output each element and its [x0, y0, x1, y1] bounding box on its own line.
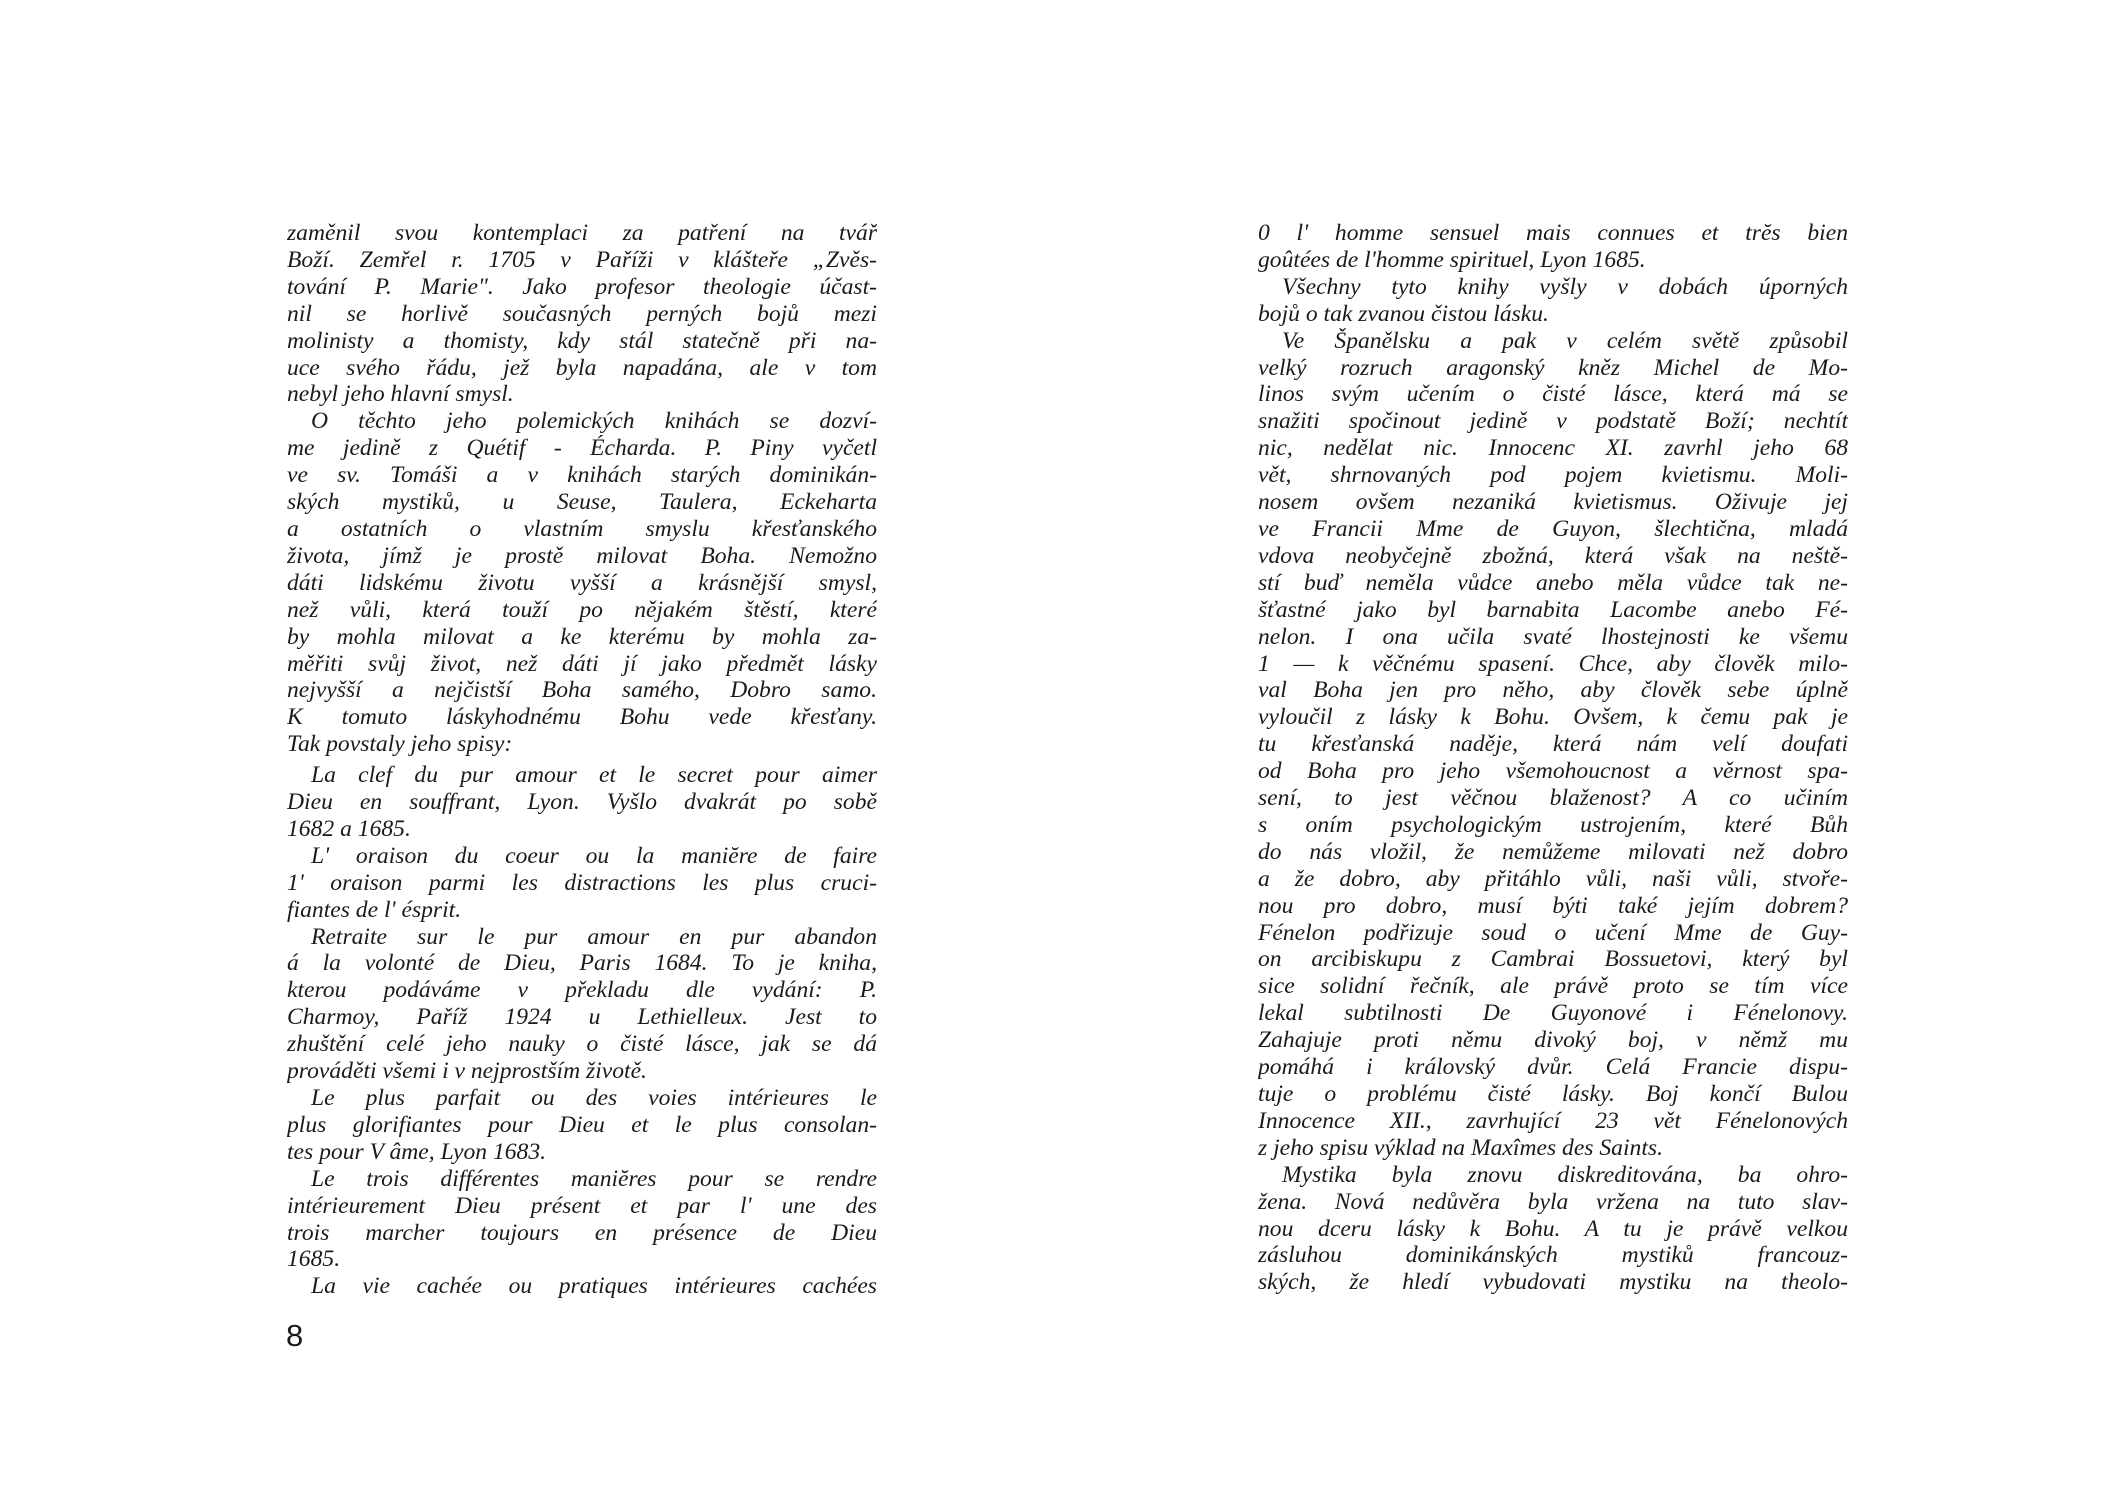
text-line: me jedině z Quétif - Écharda. P. Piny vyčetl: [287, 435, 877, 462]
text-line: sení, to jest věčnou blaženost? A co učiním: [1258, 785, 1848, 812]
text-line: Charmoy, Paříž 1924 u Lethielleux. Jest to: [287, 1004, 877, 1031]
text-line: zásluhou dominikánských mystiků francouz-: [1258, 1242, 1848, 1269]
text-line: nosem ovšem nezaniká kvietismus. Oživuje jej: [1258, 489, 1848, 516]
text-line: zaměnil svou kontemplaci za patření na tvář: [287, 220, 877, 246]
text-line: kterou podáváme v překladu dle vydání: P.: [287, 977, 877, 1004]
text-line: vdova neobyčejně zbožná, která však na neště-: [1258, 542, 1848, 569]
text-line: nou pro dobro, musí býti také jejím dobrem?: [1258, 892, 1848, 919]
text-line: Všechny tyto knihy vyšly v dobách úporných: [1282, 273, 1848, 300]
text-line: 1682 a 1685.: [287, 815, 411, 842]
text-line: 1' oraison parmi les distractions les plus cruci-: [287, 869, 877, 896]
text-line: života, jímž je prostě milovat Boha. Nemožno: [287, 542, 877, 569]
text-line: Innocence XII., zavrhující 23 vět Fénelonových: [1258, 1107, 1848, 1134]
text-line: a ostatních o vlastním smyslu křesťanského: [287, 515, 877, 542]
text-line: vět, shrnovaných pod pojem kvietismu. Moli-: [1258, 462, 1848, 489]
text-line: ských mystiků, u Seuse, Taulera, Eckeharta: [287, 489, 877, 516]
text-line: sice solidní řečník, ale právě proto se tím více: [1258, 973, 1848, 1000]
right-page-text-column: [1258, 220, 1848, 1296]
text-line: Ve Španělsku a pak v celém světě způsobil: [1282, 327, 1848, 354]
text-line: zhuštění celé jeho nauky o čisté lásce, jak se dá: [287, 1031, 877, 1058]
text-line: ve sv. Tomáši a v knihách starých dominikán-: [287, 462, 877, 489]
text-line: a že dobro, aby přitáhlo vůli, naši vůli, stvoře-: [1258, 865, 1848, 892]
text-line: tuje o problému čisté lásky. Boj končí Bulou: [1258, 1081, 1848, 1107]
text-line: uce svého řádu, jež byla napadána, ale v tom: [287, 354, 877, 381]
text-line: nejvyšší a nejčistší Boha samého, Dobro samo.: [287, 677, 877, 704]
text-line: molinisty a thomisty, kdy stál statečně při na-: [287, 327, 877, 354]
text-line: on arcibiskupu z Cambrai Bossuetovi, který byl: [1258, 946, 1848, 973]
text-line: nelon. I ona učila svaté lhostejnosti ke všemu: [1258, 623, 1848, 650]
text-line: do nás vložil, že nemůžeme milovati než dobro: [1258, 838, 1848, 865]
text-line: Retraite sur le pur amour en pur abandon: [311, 923, 877, 950]
text-line: 0 l' homme sensuel mais connues et trĕs bien: [1258, 220, 1848, 246]
text-line: Le trois différentes maniĕres pour se rendre: [311, 1165, 877, 1192]
text-line: Fénelon podřizuje soud o učení Mme de Guy-: [1258, 919, 1848, 946]
text-line: pomáhá i královský dvůr. Celá Francie dispu-: [1258, 1054, 1848, 1081]
text-line: Dieu en souffrant, Lyon. Vyšlo dvakrát po sobě: [287, 789, 877, 816]
page-number: 8: [286, 1318, 304, 1353]
text-line: val Boha jen pro něho, aby člověk sebe úplně: [1258, 677, 1848, 704]
text-line: od Boha pro jeho všemohoucnost a věrnost spa-: [1258, 758, 1848, 785]
text-line: nou dceru lásky k Bohu. A tu je právě velkou: [1258, 1215, 1848, 1242]
text-line: stí buď neměla vůdce anebo měla vůdce tak ne-: [1258, 569, 1848, 596]
text-line: linos svým učením o čisté lásce, která má se: [1258, 381, 1848, 408]
text-line: La vie cachée ou pratiques intérieures cachées: [311, 1273, 877, 1300]
text-line: á la volonté de Dieu, Paris 1684. To je kniha,: [287, 950, 877, 977]
text-line: nil se horlivě současných perných bojů mezi: [287, 300, 877, 327]
text-line: z jeho spisu výklad na Maxîmes des Saints.: [1258, 1134, 1663, 1161]
text-line: tování P. Marie". Jako profesor theologie účast-: [287, 273, 877, 300]
text-line: plus glorifiantes pour Dieu et le plus consolan-: [287, 1111, 877, 1138]
text-line: velký rozruch aragonský kněz Michel de Mo-: [1258, 354, 1848, 381]
text-line: ve Francii Mme de Guyon, šlechtična, mladá: [1258, 515, 1848, 542]
text-line: měřiti svůj život, než dáti jí jako předmět lásky: [287, 650, 877, 677]
text-line: Mystika byla znovu diskreditována, ba ohro-: [1282, 1161, 1848, 1188]
text-line: by mohla milovat a ke kterému by mohla za-: [287, 623, 877, 650]
text-line: nic, nedělat nic. Innocenc XI. zavrhl jeho 68: [1258, 435, 1848, 462]
text-line: bojů o tak zvanou čistou lásku.: [1258, 300, 1549, 327]
text-line: intérieurement Dieu présent et par l' une des: [287, 1192, 877, 1219]
text-line: La clef du pur amour et le secret pour aimer: [311, 762, 877, 789]
text-line: Boží. Zemřel r. 1705 v Paříži v klášteře „Zvěs-: [287, 246, 877, 273]
text-line: Zahajuje proti němu divoký boj, v němž mu: [1258, 1027, 1848, 1054]
text-line: s oním psychologickým ustrojením, které Bůh: [1258, 811, 1848, 838]
text-line: žena. Nová nedůvěra byla vržena na tuto slav-: [1258, 1188, 1848, 1215]
text-line: tu křesťanská naděje, která nám velí doufati: [1258, 731, 1848, 758]
text-line: goûtées de l'homme spirituel, Lyon 1685.: [1258, 246, 1646, 273]
text-line: 1685.: [287, 1246, 341, 1273]
text-line: dáti lidskému životu vyšší a krásnější smysl,: [287, 569, 877, 596]
text-line: ských, že hledí vybudovati mystiku na theolo-: [1258, 1269, 1848, 1296]
text-line: než vůli, která touží po nějakém štěstí, které: [287, 596, 877, 623]
text-line: fiantes de l' ésprit.: [287, 896, 462, 923]
text-line: trois marcher toujours en présence de Dieu: [287, 1219, 877, 1246]
text-line: šťastné jako byl barnabita Lacombe anebo Fé-: [1258, 596, 1848, 623]
text-line: vyloučil z lásky k Bohu. Ovšem, k čemu pak je: [1258, 704, 1848, 731]
text-line: L' oraison du coeur ou la maniĕre de faire: [311, 842, 877, 869]
text-line: nebyl jeho hlavní smysl.: [287, 381, 514, 408]
text-line: Tak povstaly jeho spisy:: [287, 731, 513, 758]
text-line: lekal subtilnosti De Guyonové i Fénelonovy.: [1258, 1000, 1848, 1027]
text-line: Le plus parfait ou des voies intérieures le: [311, 1085, 877, 1111]
text-line: 1 — k věčnému spasení. Chce, aby člověk milo-: [1258, 650, 1848, 677]
text-line: K tomuto láskyhodnému Bohu vede křesťany.: [287, 704, 877, 731]
right-page: [1058, 0, 2116, 1500]
text-line: prováděti všemi i v nejprostším životě.: [287, 1058, 647, 1085]
text-line: snažiti spočinout jedině v podstatě Boží; nechtít: [1258, 408, 1848, 435]
left-page-text-column: [287, 220, 877, 1300]
text-line: tes pour V âme, Lyon 1683.: [287, 1138, 547, 1165]
text-line: O těchto jeho polemických knihách se dozví-: [311, 408, 877, 435]
